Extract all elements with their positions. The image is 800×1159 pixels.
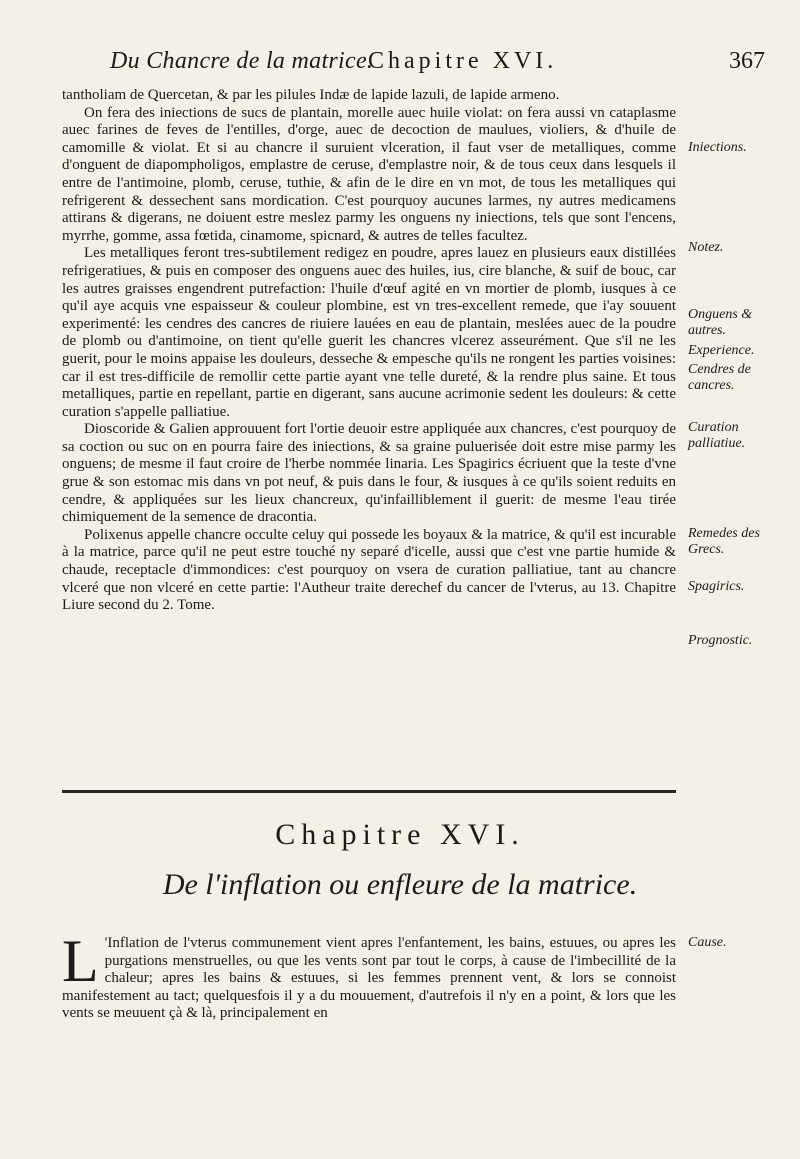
margin-note: Onguens & autres. [688,307,753,338]
chapter-heading: Chapitre XVI. [275,818,525,851]
margin-note: Notez. [688,240,724,255]
page-header [110,44,765,78]
paragraph: Dioscoride & Galien approuuent fort l'ortie deuoir estre appliquée aux chancres, c'est pourquoy de sa coction ou suc on en pourra faire des iniections, & sa graine pulueriséе doit estre mise parmy les onguens; de mesme il faut croire de l'herbe nommée linaria. Les Spagirics écriuent que la teste d'vne grue & son estomac mis dans vn pot neuf, & puis dans le four, & iusques à ce qu'ils soient reduits en cendre, & appliquées sur les lieux chancreux, qu'infailliblement il guerit: de mesme l'eau tirée chimiquement de la semence de dracontia. [62,421,676,526]
chapter-paragraph: 'Inflation de l'vterus communement vient apres l'enfantement, les bains, estuues, ou apres les purgations menstruelles, ou que les vents sont par tout le corps, à cause de l'imbecillité de la chaleur; apres les bains & estuues, si les femmes prennent vent, & lors se connoist manifestement au tact; quelquesfois il y a du mouuement, d'autrefois il n'y en a point, & lors que les vents se meuuent çà & là, principalement en [62,935,676,1021]
margin-note: Spagirics. [688,579,745,594]
chapter-text [62,928,676,1023]
paragraph: tantholiam de Quercetan, & par les pilules Indæ de lapide lazuli, de lapide armeno. [62,87,560,103]
chapter-subheading: De l'inflation ou enfleure de la matrice. [162,868,638,901]
section-divider [62,790,676,793]
margin-note: Iniections. [688,140,747,155]
margin-note: Prognostic. [688,633,753,648]
paragraph: On fera des iniections de sucs de plantain, morelle auec huile violat: on fera aussi vn cataplasme auec farines de feves de l'entilles, d'orge, auec de decoction de maulues, violiers, & d'huile de camomille & violat. Et si au chancre il suruient vlceration, il faut vser de metalliques, comme d'onguent de diapompholigos, emplastre de ceruse, d'emplastre noir, & de tous ceux dans lesquels il entre de l'antimoine, plomb, ceruse, tuthie, & afin de le dire en vn mot, de tous les metalliques qui refrigerent & dessechent sans mordication. C'est pourquoy aucunes larmes, ny autres medicamens attirans & digerans, ne doiuent estre meslez parmy les onguens ny iniections, tels que sont l'encens, myrrhe, gomme, assa fœtida, cinamome, spicnard, & autres de telles facultez. [62,104,676,244]
margin-note: Curation palliatiue. [688,420,746,451]
chapter-label: Chapitre XVI. [368,48,558,74]
margin-note: Remedes des Grecs. [688,526,760,557]
running-title: Du Chancre de la matrice. [110,48,374,74]
margin-note: Cendres de cancres. [688,362,751,393]
main-text [62,87,676,615]
page-number: 367 [729,48,765,74]
margin-note: Experience. [688,343,755,358]
drop-cap: L [62,928,99,994]
margin-note: Cause. [688,935,727,950]
paragraph: Polixenus appelle chancre occulte celuy qui possede les boyaux & la matrice, & qu'il est incurable à la matrice, parce qu'il ne peut estre touché ny separé d'icelle, aussi que c'est vne partie humide & chaude, receptacle d'immondices: c'est pourquoy on vsera de curation palliatiue, tant au chancre vlceré que non vlceré en cette partie: l'Autheur traite derechef du cancer de l'vterus, au 13. Chapitre Liure second du 2. Tome. [62,526,676,614]
paragraph: Les metalliques feront tres-subtilement redigez en poudre, apres lauez en plusieurs eaux distillées refrigeratiues, & puis en composer des onguens auec des huiles, ius, cire blanche, & suif de bouc, car les autres graisses engendrent putrefaction: l'huile d'œuf agité en vn mortier de plomb, iusques à ce qu'il aye acquis vne espaisseur & couleur plombine, est vn tres-excellent remede, que i'ay souuent experimenté: les cendres des cancres de riuiere lauées en eau de plantain, meslées auec de la poudre de plomb ou d'antimoine, on tient qu'elle guerit les chancres vlcerez asseurément. Que s'il ne les guerit, pour le moins appaise les douleurs, desseche & empesche qu'ils ne rongent les parties voisines: car il est tres-difficile de remollir cette partie ayant vne telle dureté, & la rendre plus saine. Et tous metalliques, partie en repellant, partie en digerant, sans aucune acrimonie sedent les douleurs: & cette curation s'appelle palliatiue. [62,245,676,420]
